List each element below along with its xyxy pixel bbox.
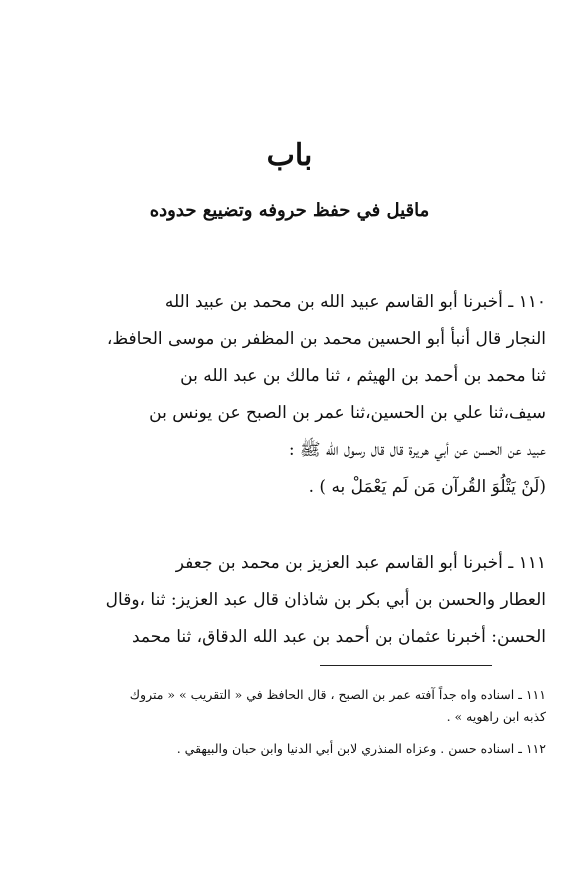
footnotes xyxy=(56,684,546,760)
chapter-subtitle: ماقيل في حفظ حروفه وتضييع حدوده xyxy=(149,200,430,221)
text-line: ١١١ ـ أخبرنا أبو القاسم عبد العزيز بن محمد بن جعفر xyxy=(175,553,546,573)
footnote-111-line: ١١١ ـ اسناده واه جداً آفته عمر بن الصبح ، قال الحافظ في « التقريب » « متروك xyxy=(129,687,546,702)
text-line: العطار والحسن بن أبي بكر بن شاذان قال عبد العزيز: ثنا ،وقال xyxy=(105,590,546,610)
text-line: ١١٠ ـ أخبرنا أبو القاسم عبيد الله بن محمد بن عبيد الله xyxy=(164,292,546,312)
footnote-112-line: ١١٢ ـ اسناده حسن . وعزاه المنذري لابن أبي الدنيا وابن حبان والبيهقي . xyxy=(176,741,546,756)
text-line: الحسن: أخبرنا عثمان بن أحمد بن عبد الله الدقاق، ثنا محمد xyxy=(131,627,546,647)
text-line: النجار قال أنبأ أبو الحسين محمد بن المظفر بن موسى الحافظ، xyxy=(106,329,546,349)
text-line: سيف،ثنا علي بن الحسين،ثنا عمر بن الصبح عن يونس بن xyxy=(149,403,546,423)
footnote-111-line: كذبه ابن راهويه » . xyxy=(446,709,546,724)
chapter-title: باب xyxy=(266,138,313,173)
text-line: (لَنْ يَتْلُوَ القُرآن مَن لَم يَعْمَلْ به ) . xyxy=(308,477,546,497)
text-line: ثنا محمد بن أحمد بن الهيثم ، ثنا مالك بن عبد الله بن xyxy=(180,366,546,386)
text-line: عبيد عن الحسن عن أبي هريرة قال قال رسول الله ﷺ : xyxy=(288,440,546,460)
hadith-paragraph-110 xyxy=(36,284,546,506)
footnote-separator xyxy=(320,665,492,666)
hadith-paragraph-111 xyxy=(36,545,546,656)
